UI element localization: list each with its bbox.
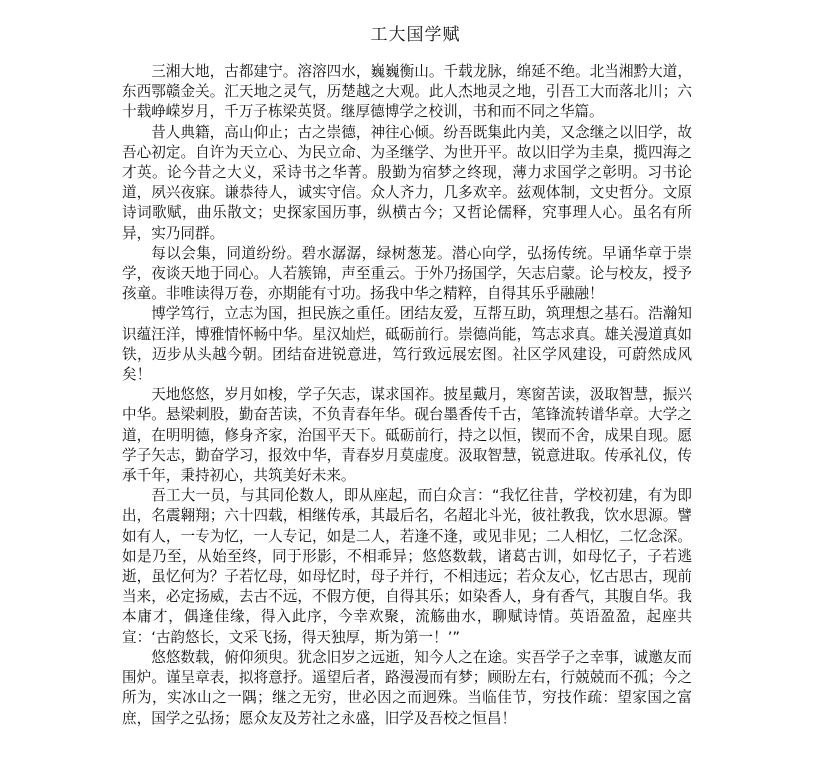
paragraph-6: 吾工大一员，与其同伦数人，即从座起，而白众言：“我忆往昔，学校初建，有为即出，名震翱翔；六十四载，相继传承，其最后名，名超北斗光，彼社教我，饮水思源。譬如有人，一专为忆，一人专记，如是二人，若逢不逢，或见非见；二人相忆，二忆念深。如是乃至，从始至终，同于形影，不相乖异；悠悠数载，诸葛古训，如母忆子，子若逃逝，虽忆何为？子若忆母，如母忆时，母子并行，不相违远；若众友心，忆古思古，现前当来，必定扬威，去古不远，不假方便，自得其乐；如染香人，身有香气，其腹自华。我本庸才，偶逢佳缘，得入此序，今幸欢聚，流觞曲水，聊赋诗情。英语盈盈，起座共宣：‘古韵悠长，文采飞扬，得天独厚，斯为第一！’” bbox=[122, 487, 692, 646]
paragraph-3: 每以会集，同道纷纷。碧水潺潺，绿树葱茏。潜心向学，弘扬传统。早诵华章于崇学，夜谈天地于同心。人若簇锦，声至重云。于外乃扬国学，矢志启蒙。论与校友，授予孩童。非唯读得万卷，亦期能有寸功。扬我中华之精粹，自得其乐乎融融！ bbox=[122, 244, 692, 303]
document-body bbox=[122, 62, 692, 729]
paragraph-2: 昔人典籍，高山仰止；古之崇德，神往心倾。纷吾既集此内美，又念继之以旧学，故吾心初定。自许为天立心、为民立命、为圣继学、为世开平。故以旧学为圭臬，揽四海之才英。论今昔之大义，采诗书之华菁。殷勤为宿梦之终现，薄力求国学之彰明。习书论道，夙兴夜寐。谦恭待人，诚实守信。众人齐力，几多欢辛。兹观体制，文史哲分。文原诗词歌赋，曲乐散文；史探家国历事，纵横古今；又哲论儒释，究事理人心。虽名有所异，实乃同群。 bbox=[122, 123, 692, 242]
paragraph-1: 三湘大地，古都建宁。溶溶四水，巍巍衡山。千载龙脉，绵延不绝。北当湘黔大道，东西鄂赣金关。汇天地之灵气，历楚越之大观。此人杰地灵之地，引吾工大而落北川；六十载峥嵘岁月，千万子栋梁英贤。继厚德博学之校训，书和而不同之华篇。 bbox=[122, 63, 692, 121]
document-title: 工大国学赋 bbox=[370, 25, 461, 45]
paragraph-7: 悠悠数载，俯仰须臾。犹念旧岁之远逝，知今人之在途。实吾学子之幸事，诚邀友而围炉。谨呈章表，拟将意抒。遥望后者，路漫漫而有梦；顾盼左右，行兢兢而不孤；今之所为，实冰山之一隅；继之无穷，世必因之而迥殊。当临佳节，穷技作疏：望家国之富庶，国学之弘扬；愿众友及芳社之永盛，旧学及吾校之恒昌！ bbox=[122, 648, 692, 727]
paragraph-5: 天地悠悠，岁月如梭，学子矢志，谋求国祚。披星戴月，寒窗苦读，汲取智慧，振兴中华。悬梁刺股，勤奋苦读，不负青春年华。砚台墨香传千古，笔锋流转谱华章。大学之道，在明明德，修身齐家，治国平天下。砥砺前行，持之以恒，锲而不舍，成果自现。愿学子矢志，勤奋学习，报效中华，青春岁月莫虚度。汲取智慧，锐意进取。传承礼仪，传承千年，秉持初心，共筑美好未来。 bbox=[122, 386, 692, 485]
paragraph-4: 博学笃行，立志为国，担民族之重任。团结友爱，互帮互助，筑理想之基石。浩瀚知识蕴汪洋，博雅情怀畅中华。星汉灿烂，砥砺前行。崇德尚能，笃志求真。雄关漫道真如铁，迈步从头越今朝。团结奋进锐意进，笃行致远展宏图。社区学风建设，可蔚然成风矣！ bbox=[122, 305, 692, 384]
